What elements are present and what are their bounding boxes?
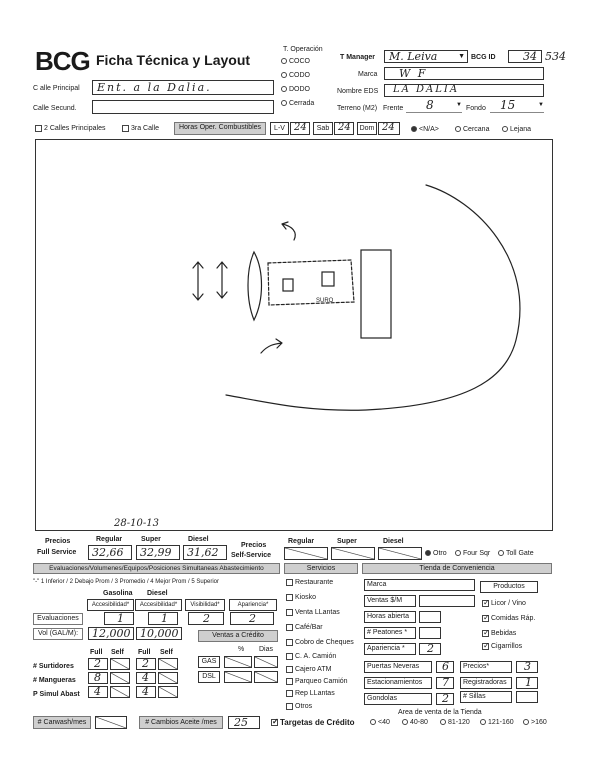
dom-value: 24 <box>382 122 395 133</box>
dsl-credit-text: DSL <box>202 673 216 680</box>
gas-credit-pct[interactable] <box>224 656 252 668</box>
checkbox-icon <box>122 125 129 132</box>
ubicacion-cercana-label: Cercana <box>463 126 490 133</box>
apariencia-tienda-value: 2 <box>427 642 434 655</box>
t-operacion-cerrada[interactable] <box>281 99 314 108</box>
full-regular-value: 32,66 <box>92 546 124 559</box>
page-title: Ficha Técnica y Layout <box>96 52 251 68</box>
marca-value: W F <box>399 67 428 80</box>
psim-gas-full-value: 4 <box>94 685 101 698</box>
peatones-label: # Peatones * <box>367 629 408 636</box>
t-operacion-codo-label: CODO <box>289 72 310 79</box>
cambios-aceite-value: 25 <box>234 716 248 729</box>
checkbox-icon <box>286 609 293 616</box>
evaluaciones-bar[interactable]: Evaluaciones/Volumenes/Equipos/Posiciones Simultaneas Abastecimiento <box>33 563 280 574</box>
chevron-down-icon: ▼ <box>458 53 465 60</box>
servicio-ca-camion-label: C. A. Camión <box>295 653 337 660</box>
servicio-cajero-atm[interactable] <box>286 665 331 674</box>
estacionamientos-value: 7 <box>442 676 449 689</box>
exit-arrow <box>261 339 282 353</box>
lv-label-box <box>270 122 289 135</box>
calle-secund-label: Calle Secund. <box>33 105 77 112</box>
store-building <box>361 250 391 338</box>
apariencia-header <box>229 599 277 611</box>
checkbox-icon <box>271 719 278 726</box>
gondolas-value: 2 <box>442 692 449 705</box>
checkbox-icon <box>286 703 293 710</box>
t-operacion-coco[interactable] <box>281 57 310 66</box>
radio-icon <box>370 719 376 725</box>
estacionamientos-label-box <box>364 677 432 689</box>
horas-field[interactable] <box>419 611 441 623</box>
radio-icon <box>402 719 408 725</box>
sketch-date: 28-10-13 <box>114 518 159 529</box>
radio-icon <box>281 58 287 64</box>
ubicacion-na[interactable] <box>411 125 439 134</box>
entry-arrow <box>282 222 295 240</box>
eval-apar-field[interactable] <box>230 612 274 625</box>
eval-diesel-label: Diesel <box>147 590 168 597</box>
servicio-otros[interactable] <box>286 702 312 711</box>
productos-label: Productos <box>493 583 525 590</box>
psim-gas-full[interactable] <box>88 686 108 698</box>
nombre-eds-field[interactable] <box>384 84 544 97</box>
eval-vis-field[interactable] <box>188 612 224 625</box>
dispenser-1 <box>283 279 293 291</box>
layout-sketch-area[interactable] <box>35 139 553 531</box>
up-down-arrow-2 <box>217 262 227 298</box>
registradoras-value: 1 <box>525 676 532 689</box>
checkbox-icon <box>482 600 489 607</box>
area-option-40-80[interactable] <box>402 718 428 727</box>
cambios-aceite-button[interactable]: # Cambios Aceite /mes <box>139 716 223 729</box>
area-option-81-120-label: 81-120 <box>448 719 470 726</box>
island-ellipse <box>248 252 262 320</box>
servicio-rep-llantas[interactable] <box>286 689 335 698</box>
area-option-121-160-label: 121-160 <box>488 719 514 726</box>
radio-icon <box>502 126 508 132</box>
servicios-bar[interactable]: Servicios <box>284 563 358 574</box>
psim-dsl-full-value: 4 <box>142 685 149 698</box>
gas-credit-label <box>198 656 220 668</box>
tienda-marca-field[interactable] <box>364 579 475 591</box>
accesibilidad-dsl-header <box>135 599 182 611</box>
registradoras-label-box <box>460 677 512 689</box>
formato-otro[interactable] <box>425 549 447 558</box>
self-label-dsl: Self <box>160 649 173 656</box>
area-option-gt160[interactable] <box>523 718 547 727</box>
servicio-rep-llantas-label: Rep LLantas <box>295 690 335 697</box>
radio-icon <box>480 719 486 725</box>
calle-secund-field[interactable] <box>92 100 274 114</box>
radio-icon <box>498 550 504 556</box>
psim-gas-self[interactable] <box>110 686 130 698</box>
neveras-field[interactable] <box>436 661 454 673</box>
surt-dsl-self[interactable] <box>158 658 178 670</box>
accesibilidad-gas-label: Accesibilidad* <box>91 602 130 608</box>
checkbox-icon <box>286 690 293 697</box>
horas-oper-button[interactable]: Horas Oper. Combustibles <box>174 122 266 135</box>
self-regular-label: Regular <box>288 538 315 545</box>
bcg-logo: BCG <box>35 46 90 76</box>
mang-dsl-full[interactable] <box>136 672 156 684</box>
tarjetas-credito-label: Targetas de Crédito <box>280 718 355 727</box>
carwash-field[interactable] <box>95 716 127 729</box>
chevron-down-icon: ▼ <box>538 102 544 108</box>
tercera-calle-label: 3ra Calle <box>131 125 160 132</box>
self-super-label: Super <box>337 538 357 545</box>
visibilidad-label: Visibilidad* <box>190 602 220 608</box>
full-label-gas: Full <box>90 649 103 656</box>
apariencia-tienda-label-box <box>364 643 416 655</box>
tercera-calle-checkbox[interactable] <box>122 124 159 133</box>
full-super-field[interactable] <box>136 545 180 560</box>
dsl-credit-label <box>198 671 220 683</box>
nombre-eds-value: LA DALIA <box>393 84 460 95</box>
full-super-value: 32,99 <box>140 546 172 559</box>
diesel-label: Diesel <box>188 536 209 543</box>
dom-field[interactable] <box>378 122 400 135</box>
surt-dsl-full-value: 2 <box>142 657 149 670</box>
mang-dsl-full-value: 4 <box>142 671 149 684</box>
area-option-lt40-label: <40 <box>378 719 390 726</box>
sab-label: Sab <box>316 125 330 132</box>
servicio-otros-label: Otros <box>295 703 313 710</box>
formato-toll-gate-label: Toll Gate <box>506 550 534 557</box>
self-super-field[interactable] <box>331 547 375 560</box>
lv-label: L-V <box>274 125 285 132</box>
ubicacion-lejana-label: Lejana <box>510 126 532 133</box>
producto-comidas[interactable] <box>482 614 535 623</box>
road-curve <box>226 185 520 410</box>
servicio-cafe-bar-label: Café/Bar <box>295 624 323 631</box>
sillas-label: # Sillas <box>463 693 486 700</box>
precios-self-label-2: Self-Service <box>231 552 272 559</box>
gondolas-label: Gondolas <box>367 695 397 702</box>
radio-icon <box>440 719 446 725</box>
dom-label-box <box>357 122 377 135</box>
radio-icon <box>281 100 287 106</box>
tienda-bar[interactable]: Tienda de Conveniencia <box>362 563 552 574</box>
checkbox-icon <box>286 579 293 586</box>
precios-full-label-2: Full Service <box>37 549 77 556</box>
bcg-id-field[interactable] <box>508 50 542 63</box>
checkbox-icon <box>286 653 293 660</box>
tarjetas-credito-checkbox[interactable] <box>271 718 355 727</box>
neveras-value: 6 <box>442 660 449 673</box>
dias-label: Dias <box>259 646 274 653</box>
servicio-parqueo-camion-label: Parqueo Camión <box>295 678 348 685</box>
precios-tienda-label: Precios* <box>463 663 490 670</box>
fondo-select[interactable] <box>490 100 544 113</box>
radio-icon <box>411 126 417 132</box>
frente-value: 8 <box>426 98 434 112</box>
t-manager-select[interactable] <box>384 50 468 63</box>
eval-apar-value: 2 <box>249 612 256 625</box>
radio-icon <box>455 550 461 556</box>
lv-field[interactable] <box>290 122 310 135</box>
self-diesel-label: Diesel <box>383 538 404 545</box>
calle-principal-field[interactable] <box>92 80 274 95</box>
precios-tienda-field[interactable] <box>516 661 538 673</box>
sab-value: 24 <box>338 122 351 133</box>
full-diesel-field[interactable] <box>183 545 227 560</box>
self-label-gas: Self <box>111 649 124 656</box>
gasolina-label: Gasolina <box>103 590 133 597</box>
radio-icon <box>281 86 287 92</box>
dos-calles-label: 2 Calles Principales <box>44 125 106 132</box>
eval-gas-field[interactable] <box>104 612 134 625</box>
surt-gas-full-value: 2 <box>94 657 101 670</box>
servicio-venta-llantas[interactable] <box>286 608 340 617</box>
pct-label: % <box>238 646 245 653</box>
producto-comidas-label: Comidas Ráp. <box>491 615 536 622</box>
dsl-credit-dias[interactable] <box>254 671 278 683</box>
visibilidad-header <box>185 599 225 611</box>
eval-diesel-value: 1 <box>161 612 168 625</box>
accesibilidad-gas-header <box>87 599 134 611</box>
gas-credit-text: GAS <box>201 658 217 665</box>
layout-sketch <box>36 140 552 530</box>
neveras-label-box <box>364 661 432 673</box>
evaluaciones-button[interactable]: Evaluaciones <box>33 613 83 625</box>
bcg-id-extra: 534 <box>545 50 566 63</box>
t-manager-value: M. Leiva <box>389 50 438 63</box>
mang-dsl-self[interactable] <box>158 672 178 684</box>
estacionamientos-field[interactable] <box>436 677 454 689</box>
formato-toll-gate[interactable] <box>498 549 534 558</box>
gondolas-label-box <box>364 693 432 705</box>
servicio-parqueo-camion[interactable] <box>286 677 348 686</box>
productos-header <box>480 581 538 593</box>
servicio-kiosko-label: Kiosko <box>295 594 317 601</box>
radio-icon <box>455 126 461 132</box>
eval-gas-value: 1 <box>117 612 124 625</box>
producto-bebidas[interactable] <box>482 629 516 638</box>
checkbox-icon <box>286 666 293 673</box>
psim-dsl-self[interactable] <box>158 686 178 698</box>
ventas-credito-button[interactable]: Ventas a Crédito <box>198 630 278 642</box>
tienda-marca-label: Marca <box>367 581 387 588</box>
surt-dsl-full[interactable] <box>136 658 156 670</box>
mang-gas-self[interactable] <box>110 672 130 684</box>
t-operacion-label: T. Operación <box>283 46 323 53</box>
area-option-121-160[interactable] <box>480 718 514 727</box>
producto-cigarrillos[interactable] <box>482 642 522 651</box>
checkbox-icon <box>482 615 489 622</box>
checkbox-icon <box>35 125 42 132</box>
precios-self-label-1: Precios <box>241 542 267 549</box>
dispenser-2 <box>322 272 334 286</box>
vol-diesel-field[interactable] <box>136 627 182 640</box>
super-label: Super <box>141 536 161 543</box>
ubicacion-na-label: <N/A> <box>419 126 439 133</box>
servicio-venta-llantas-label: Venta LLantas <box>295 609 340 616</box>
up-down-arrow-1 <box>193 262 203 300</box>
mang-gas-full[interactable] <box>88 672 108 684</box>
surtidores-label: # Surtidores <box>33 663 74 670</box>
area-option-gt160-label: >160 <box>531 719 547 726</box>
t-operacion-codo[interactable] <box>281 71 310 80</box>
surt-gas-full[interactable] <box>88 658 108 670</box>
apariencia-tienda-label: Apariencia * <box>367 645 405 652</box>
peatones-label-box <box>364 627 416 639</box>
t-operacion-cerrada-label: Cerrada <box>289 100 315 107</box>
ubicacion-lejana[interactable] <box>502 125 531 134</box>
canopy-outline <box>268 260 354 305</box>
eval-vis-value: 2 <box>203 612 210 625</box>
sab-label-box <box>313 122 333 135</box>
servicio-kiosko[interactable] <box>286 593 316 602</box>
frente-label: Frente <box>383 105 404 112</box>
vol-diesel-value: 10,000 <box>140 627 179 640</box>
regular-label: Regular <box>96 536 123 543</box>
producto-cigarrillos-label: Cigarrillos <box>491 643 523 650</box>
ubicacion-cercana[interactable] <box>455 125 489 134</box>
neveras-label: Puertas Neveras <box>367 663 420 670</box>
surt-gas-self[interactable] <box>110 658 130 670</box>
fondo-label: Fondo <box>466 105 486 112</box>
peatones-field[interactable] <box>419 627 441 639</box>
fondo-value: 15 <box>500 98 516 112</box>
servicio-cafe-bar[interactable] <box>286 623 323 632</box>
self-regular-field[interactable] <box>284 547 328 560</box>
eval-diesel-field[interactable] <box>148 612 178 625</box>
apariencia-tienda-field[interactable] <box>419 643 441 655</box>
bcg-id-value: 34 <box>523 50 537 63</box>
t-operacion-dodo[interactable] <box>281 85 310 94</box>
frente-select[interactable] <box>406 100 462 113</box>
mang-gas-full-value: 8 <box>94 671 101 684</box>
formato-otro-label: Otro <box>433 550 447 557</box>
ventas-field[interactable] <box>419 595 475 607</box>
lv-value: 24 <box>294 122 307 133</box>
checkbox-icon <box>286 594 293 601</box>
checkbox-icon <box>286 678 293 685</box>
sillas-label-box <box>460 691 512 703</box>
scale-text: "-" 1 Inferior / 2 Debajo Prom / 3 Promedio / 4 Mejor Prom / 5 Superior <box>33 579 219 585</box>
servicio-cobro-cheques[interactable] <box>286 638 354 647</box>
producto-licor[interactable] <box>482 599 526 608</box>
terreno-label: Terreno (M2) <box>337 105 378 112</box>
nombre-eds-label: Nombre EDS <box>337 88 379 95</box>
precios-full-label-1: Precios <box>45 538 71 545</box>
radio-icon <box>425 550 431 556</box>
servicio-cajero-atm-label: Cajero ATM <box>295 666 332 673</box>
gondolas-field[interactable] <box>436 693 454 705</box>
formato-four-sqr-label: Four Sqr <box>463 550 491 557</box>
self-diesel-field[interactable] <box>378 547 422 560</box>
checkbox-icon <box>482 630 489 637</box>
dos-calles-checkbox[interactable] <box>35 124 105 133</box>
apariencia-eval-label: Apariencia* <box>237 602 269 608</box>
registradoras-label: Registradoras <box>463 679 507 686</box>
accesibilidad-dsl-label: Accesibilidad* <box>139 602 178 608</box>
registradoras-field[interactable] <box>516 677 538 689</box>
bcg-id-label: BCG ID <box>471 54 496 61</box>
servicio-cobro-cheques-label: Cobro de Cheques <box>295 639 354 646</box>
horas-label: Horas abierta <box>367 613 410 620</box>
precios-tienda-label-box <box>460 661 512 673</box>
t-operacion-dodo-label: DODO <box>289 86 310 93</box>
producto-licor-label: Licor / Vino <box>491 600 526 607</box>
marca-field[interactable] <box>384 67 544 80</box>
horas-label-box <box>364 611 416 623</box>
carwash-button[interactable]: # Carwash/mes <box>33 716 91 729</box>
estacionamientos-label: Estacionamientos <box>367 679 423 686</box>
area-venta-label: Area de venta de la Tienda <box>398 709 482 716</box>
full-label-dsl: Full <box>138 649 151 656</box>
formato-four-sqr[interactable] <box>455 549 490 558</box>
radio-icon <box>281 72 287 78</box>
t-operacion-coco-label: COCO <box>289 58 310 65</box>
psim-dsl-full[interactable] <box>136 686 156 698</box>
area-option-81-120[interactable] <box>440 718 470 727</box>
calle-principal-label: C alle Principal <box>33 85 80 92</box>
servicio-restaurante[interactable] <box>286 578 333 587</box>
sab-field[interactable] <box>334 122 354 135</box>
calle-principal-value: Ent. a la Dalia. <box>97 81 212 94</box>
ventas-label-box <box>364 595 416 607</box>
ventas-label: Ventas $/M <box>367 597 403 604</box>
radio-icon <box>523 719 529 725</box>
producto-bebidas-label: Bebidas <box>491 630 517 637</box>
marca-label: Marca <box>358 71 378 78</box>
checkbox-icon <box>482 643 489 650</box>
checkbox-icon <box>286 624 293 631</box>
cambios-aceite-field[interactable] <box>228 716 260 729</box>
servicio-ca-camion[interactable] <box>286 652 336 661</box>
vol-gas-field[interactable] <box>88 627 134 640</box>
t-manager-label: T Manager <box>340 54 376 61</box>
vol-gas-value: 12,000 <box>92 627 131 640</box>
servicio-restaurante-label: Restaurante <box>295 579 334 586</box>
mangueras-label: # Mangueras <box>33 677 76 684</box>
area-option-lt40[interactable] <box>370 718 390 727</box>
checkbox-icon <box>286 639 293 646</box>
p-simul-label: P Simul Abast <box>33 691 80 698</box>
precios-tienda-value: 3 <box>524 660 531 673</box>
sketch-label: SURO <box>316 298 334 304</box>
area-option-40-80-label: 40-80 <box>410 719 428 726</box>
chevron-down-icon: ▼ <box>456 102 462 108</box>
dsl-credit-pct[interactable] <box>224 671 252 683</box>
dom-label: Dom <box>359 125 375 132</box>
full-regular-field[interactable] <box>88 545 132 560</box>
sillas-field[interactable] <box>516 691 538 703</box>
gas-credit-dias[interactable] <box>254 656 278 668</box>
full-diesel-value: 31,62 <box>187 546 219 559</box>
vol-label-box: Vol (GAL/M): <box>33 628 83 640</box>
